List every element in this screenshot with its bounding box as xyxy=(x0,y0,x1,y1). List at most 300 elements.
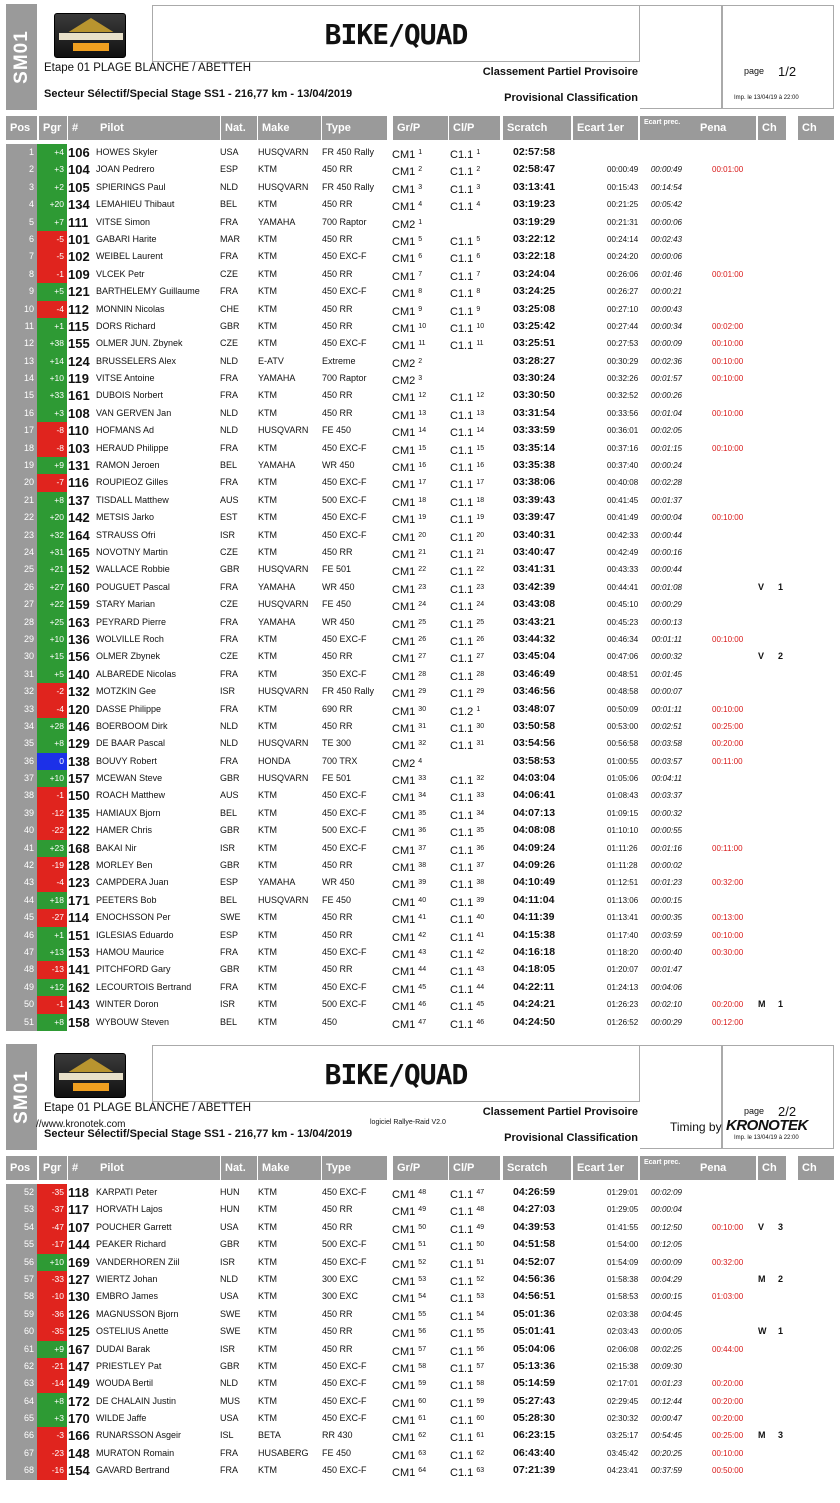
position: 55 xyxy=(6,1236,37,1254)
table-row xyxy=(6,248,834,265)
table-row xyxy=(6,179,834,196)
pilot-name: ROUPIEOZ Gilles xyxy=(96,477,169,488)
position: 29 xyxy=(6,631,37,649)
class-position: C1.1 $^{31}$ xyxy=(450,740,485,753)
pilot-name: CAMPDERA Juan xyxy=(96,877,169,888)
scratch-time: 04:15:38 xyxy=(513,928,556,941)
class-position: C1.1 $^{27}$ xyxy=(450,653,485,666)
column-header-scratch: Scratch xyxy=(503,1156,571,1180)
nationality: GBR xyxy=(220,320,240,331)
gap-to-leader: 00:48:51 xyxy=(607,669,639,679)
model-type: 450 RR xyxy=(322,860,353,871)
position-gain: +23 xyxy=(37,840,67,858)
gap-to-previous: 00:04:45 xyxy=(650,1309,682,1319)
gap-to-previous: 00:00:05 xyxy=(650,1327,682,1337)
table-row xyxy=(6,701,834,718)
column-header-type: Type xyxy=(322,116,387,140)
table-row xyxy=(6,961,834,978)
model-type: FE 450 xyxy=(322,599,352,610)
group-position: CM1 $^6$ xyxy=(392,253,423,266)
gap-to-previous: 00:01:23 xyxy=(650,1379,682,1389)
class-position: C1.1 $^6$ xyxy=(450,253,481,266)
position-gain: -10 xyxy=(37,1288,67,1306)
gap-to-leader: 01:58:53 xyxy=(607,1292,639,1302)
make: YAMAHA xyxy=(258,460,296,471)
gap-to-leader: 00:45:23 xyxy=(607,617,639,627)
bib-number: 105 xyxy=(68,179,90,195)
make: KTM xyxy=(258,407,277,418)
scratch-time: 03:13:41 xyxy=(513,180,556,193)
nationality: NLD xyxy=(220,738,239,749)
scratch-time: 04:56:51 xyxy=(513,1290,556,1303)
penalty: 00:02:00 xyxy=(712,321,744,331)
model-type: 350 EXC-F xyxy=(322,668,367,679)
position-gain: +8 xyxy=(37,1393,67,1411)
make: KTM xyxy=(258,720,277,731)
position: 47 xyxy=(6,944,37,962)
scratch-time: 04:56:36 xyxy=(513,1272,556,1285)
gap-to-leader: 01:08:43 xyxy=(607,791,639,801)
nationality: MAR xyxy=(220,233,240,244)
gap-to-leader: 00:37:40 xyxy=(607,461,639,471)
class-position: C1.1 $^{13}$ xyxy=(450,409,485,422)
position-gain: +22 xyxy=(37,596,67,614)
position-gain: +10 xyxy=(37,370,67,388)
pilot-name: BARTHELEMY Guillaume xyxy=(96,286,200,297)
bib-number: 147 xyxy=(68,1358,90,1374)
scratch-time: 03:39:43 xyxy=(513,493,556,506)
table-row xyxy=(6,283,834,300)
position: 10 xyxy=(6,301,37,319)
bib-number: 132 xyxy=(68,684,90,700)
pilot-name: VITSE Simon xyxy=(96,216,151,227)
position: 59 xyxy=(6,1306,37,1324)
class-position: C1.1 $^{55}$ xyxy=(450,1328,485,1341)
pilot-name: MONNIN Nicolas xyxy=(96,303,165,314)
bib-number: 119 xyxy=(68,371,89,387)
model-type: 450 EXC-F xyxy=(322,1187,367,1197)
position-gain: -36 xyxy=(37,1306,67,1324)
nationality: FRA xyxy=(220,442,238,453)
scratch-time: 05:27:43 xyxy=(513,1394,556,1407)
ch-code: M xyxy=(758,1273,766,1284)
bib-number: 148 xyxy=(68,1445,90,1461)
table-row xyxy=(6,1462,834,1479)
group-position: CM1 $^{28}$ xyxy=(392,670,427,683)
nationality: GBR xyxy=(220,825,240,836)
model-type: 450 RR xyxy=(322,303,353,314)
nationality: FRA xyxy=(220,616,238,627)
position: 50 xyxy=(6,996,37,1014)
position: 63 xyxy=(6,1375,37,1393)
gap-to-leader: 01:13:06 xyxy=(607,895,639,905)
make: YAMAHA xyxy=(258,373,296,384)
scratch-time: 03:43:21 xyxy=(513,615,556,628)
gap-to-leader: 00:24:14 xyxy=(607,234,639,244)
nationality: ESP xyxy=(220,877,239,888)
gap-to-leader: 00:40:08 xyxy=(607,478,639,488)
table-row xyxy=(6,770,834,787)
penalty: 00:25:00 xyxy=(712,1431,744,1441)
make: KTM xyxy=(258,338,277,349)
position-gain: -33 xyxy=(37,1271,67,1289)
group-position: CM2 $^4$ xyxy=(392,757,423,770)
bib-number: 114 xyxy=(68,910,89,926)
column-header-nat: Nat. xyxy=(221,116,257,140)
software-label: logiciel Rallye-Raid V2.0 xyxy=(370,1119,446,1126)
nationality: ESP xyxy=(220,164,239,175)
position: 43 xyxy=(6,874,37,892)
class-position: C1.1 $^{25}$ xyxy=(450,618,485,631)
page-label: page xyxy=(744,66,765,76)
model-type: 450 RR xyxy=(322,407,353,418)
scratch-time: 04:26:59 xyxy=(513,1186,556,1198)
class-position: C1.1 $^2$ xyxy=(450,166,481,179)
penalty: 00:10:00 xyxy=(712,408,744,418)
gap-to-previous: 00:01:46 xyxy=(650,269,682,279)
class-position: C1.1 $^{21}$ xyxy=(450,548,485,561)
model-type: FE 450 xyxy=(322,894,352,905)
class-position: C1.1 $^{58}$ xyxy=(450,1380,485,1393)
column-header-pgr: Pgr xyxy=(39,1156,67,1180)
scratch-time: 03:24:04 xyxy=(513,267,556,280)
group-position: CM1 $^{61}$ xyxy=(392,1415,427,1428)
group-position: CM1 $^{58}$ xyxy=(392,1362,427,1375)
class-position: C1.1 $^{33}$ xyxy=(450,792,485,805)
nationality: ISL xyxy=(220,1430,234,1441)
ch-code: M xyxy=(758,1430,766,1441)
pilot-name: ALBAREDE Nicolas xyxy=(96,668,177,679)
ch-count: 3 xyxy=(778,1430,784,1441)
nationality: SWE xyxy=(220,912,241,923)
position-gain: +18 xyxy=(37,892,67,910)
column-header-pos: Pos xyxy=(6,1156,37,1180)
make: YAMAHA xyxy=(258,216,296,227)
nationality: ESP xyxy=(220,929,239,940)
table-row xyxy=(6,1184,834,1201)
nationality: NLD xyxy=(220,407,239,418)
position: 2 xyxy=(6,161,37,179)
gap-to-previous: 00:14:54 xyxy=(650,182,682,192)
timing-label: Timing by xyxy=(670,1120,722,1134)
class-position: C1.1 $^{10}$ xyxy=(450,322,485,335)
nationality: ISR xyxy=(220,1343,236,1354)
table-row xyxy=(6,1271,834,1288)
position-gain: -13 xyxy=(37,961,67,979)
gap-to-leader: 00:26:06 xyxy=(607,269,639,279)
table-row xyxy=(6,1375,834,1392)
group-position: CM1 $^{30}$ xyxy=(392,705,427,718)
gap-to-previous: 00:37:59 xyxy=(650,1466,682,1476)
bib-number: 110 xyxy=(68,423,89,439)
nationality: BEL xyxy=(220,460,238,471)
group-position: CM1 $^{31}$ xyxy=(392,722,427,735)
class-position: C1.1 $^5$ xyxy=(450,235,481,248)
column-header-ecart1: Ecart 1er xyxy=(573,116,638,140)
model-type: 450 RR xyxy=(322,912,353,923)
pilot-name: EMBRO James xyxy=(96,1291,159,1302)
position-gain: +3 xyxy=(37,161,67,179)
make: KTM xyxy=(258,651,277,662)
table-row xyxy=(6,753,834,770)
bib-number: 107 xyxy=(68,1219,90,1235)
group-position: CM1 $^2$ xyxy=(392,166,423,179)
kronotek-logo: KRONOTEK xyxy=(726,1117,808,1134)
table-row xyxy=(6,457,834,474)
position: 64 xyxy=(6,1393,37,1411)
rally-logo xyxy=(54,13,126,58)
table-row xyxy=(6,1288,834,1305)
class-position: C1.1 $^{22}$ xyxy=(450,566,485,579)
column-header-pilot: Pilot xyxy=(96,116,220,140)
class-position: C1.1 $^{34}$ xyxy=(450,809,485,822)
nationality: GBR xyxy=(220,860,240,871)
table-row xyxy=(6,1323,834,1340)
gap-to-previous: 00:01:11 xyxy=(651,704,682,714)
class-position: C1.1 $^{44}$ xyxy=(450,983,485,996)
bib-number: 149 xyxy=(68,1376,90,1392)
class-position: C1.1 $^{18}$ xyxy=(450,496,485,509)
scratch-time: 03:40:31 xyxy=(513,528,556,541)
group-position: CM1 $^{19}$ xyxy=(392,514,427,527)
gap-to-leader: 01:11:26 xyxy=(607,843,638,853)
page-title: BIKE/QUAD xyxy=(324,18,468,51)
scratch-time: 03:39:47 xyxy=(513,511,556,524)
gap-to-previous: 00:00:35 xyxy=(650,913,682,923)
position-gain: +15 xyxy=(37,648,67,666)
ch-count: 1 xyxy=(778,999,784,1010)
make: BETA xyxy=(258,1430,281,1441)
nationality: FRA xyxy=(220,946,238,957)
position-gain: -27 xyxy=(37,909,67,927)
position-gain: +1 xyxy=(37,318,67,336)
bib-number: 118 xyxy=(68,1185,89,1200)
penalty: 00:10:00 xyxy=(712,930,744,940)
position: 67 xyxy=(6,1445,37,1463)
pilot-name: WINTER Doron xyxy=(96,999,159,1010)
bib-number: 137 xyxy=(68,492,90,508)
position: 33 xyxy=(6,701,37,719)
make: KTM xyxy=(258,1256,277,1267)
scratch-time: 04:24:50 xyxy=(513,1015,556,1028)
group-position: CM1 $^{24}$ xyxy=(392,601,427,614)
rally-logo xyxy=(54,1053,126,1098)
table-row xyxy=(6,353,834,370)
model-type: WR 450 xyxy=(322,460,355,471)
bib-number: 102 xyxy=(68,249,90,265)
scratch-time: 03:41:31 xyxy=(513,563,556,576)
position-gain: +28 xyxy=(37,718,67,736)
gap-to-leader: 00:21:25 xyxy=(607,200,639,210)
make: KTM xyxy=(258,164,277,175)
gap-to-previous: 00:00:44 xyxy=(650,530,682,540)
penalty: 00:10:00 xyxy=(712,1448,744,1458)
bib-number: 154 xyxy=(68,1463,90,1479)
make: YAMAHA xyxy=(258,877,296,888)
class-position: C1.1 $^{12}$ xyxy=(450,392,485,405)
position: 6 xyxy=(6,231,37,249)
class-position: C1.1 $^{16}$ xyxy=(450,462,485,475)
make: KTM xyxy=(258,1273,277,1284)
gap-to-previous: 00:01:16 xyxy=(650,843,682,853)
model-type: 450 RR xyxy=(322,233,353,244)
make: KTM xyxy=(258,512,277,523)
gap-to-previous: 00:00:02 xyxy=(650,861,682,871)
group-position: CM1 $^{53}$ xyxy=(392,1275,427,1288)
position-gain: 0 xyxy=(37,753,67,771)
model-type: 450 RR xyxy=(322,1343,353,1354)
table-row xyxy=(6,631,834,648)
website-link[interactable]: //www.kronotek.com xyxy=(36,1119,126,1130)
table-header xyxy=(6,1153,834,1183)
position-gain: +38 xyxy=(37,335,67,353)
table-row xyxy=(6,387,834,404)
gap-to-previous: 00:02:05 xyxy=(650,426,682,436)
position-gain: +14 xyxy=(37,353,67,371)
pilot-name: DUBOIS Norbert xyxy=(96,390,164,401)
pilot-name: DE CHALAIN Justin xyxy=(96,1395,177,1406)
gap-to-previous: 00:01:37 xyxy=(650,495,682,505)
gap-to-previous: 00:04:06 xyxy=(650,982,682,992)
bib-number: 170 xyxy=(68,1411,90,1427)
gap-to-leader: 01:05:06 xyxy=(607,774,639,784)
position: 8 xyxy=(6,266,37,284)
model-type: 450 EXC-F xyxy=(322,512,367,523)
gap-to-previous: 00:00:15 xyxy=(650,895,682,905)
make: KTM xyxy=(258,825,277,836)
class-position: C1.1 $^9$ xyxy=(450,305,481,318)
nationality: NLD xyxy=(220,355,239,366)
group-position: CM1 $^{39}$ xyxy=(392,879,427,892)
model-type: 450 RR xyxy=(322,320,353,331)
make: HUSQVARN xyxy=(258,599,309,610)
bib-number: 127 xyxy=(68,1271,90,1287)
bib-number: 104 xyxy=(68,162,90,178)
make: YAMAHA xyxy=(258,581,296,592)
table-row xyxy=(6,527,834,544)
table-row xyxy=(6,1427,834,1444)
pilot-name: LECOURTOIS Bertrand xyxy=(96,981,192,992)
scratch-time: 06:43:40 xyxy=(513,1446,556,1459)
model-type: 450 RR xyxy=(322,651,353,662)
bib-number: 103 xyxy=(68,440,90,456)
page-title: BIKE/QUAD xyxy=(324,1058,468,1091)
position-gain: -1 xyxy=(37,996,67,1014)
gap-to-previous: 00:00:29 xyxy=(650,600,682,610)
column-header-make: Make xyxy=(258,116,321,140)
position: 3 xyxy=(6,179,37,197)
column-header-pena: Pena xyxy=(696,1156,756,1180)
bib-number: 116 xyxy=(68,475,89,491)
table-row xyxy=(6,405,834,422)
gap-to-leader: 01:13:41 xyxy=(607,913,639,923)
position: 17 xyxy=(6,422,37,440)
group-position: CM1 $^1$ xyxy=(392,149,423,161)
bib-number: 161 xyxy=(68,388,90,404)
penalty: 00:20:00 xyxy=(712,1414,744,1424)
make: KTM xyxy=(258,912,277,923)
class-position: C1.1 $^{63}$ xyxy=(450,1467,485,1480)
bib-number: 153 xyxy=(68,944,90,960)
gap-to-leader: 01:54:09 xyxy=(607,1257,639,1267)
group-position: CM1 $^{16}$ xyxy=(392,462,427,475)
gap-to-leader: 00:24:20 xyxy=(607,252,639,262)
pilot-name: BOUVY Robert xyxy=(96,755,157,766)
penalty: 00:10:00 xyxy=(712,374,744,384)
table-row xyxy=(6,474,834,491)
model-type: 450 EXC-F xyxy=(322,807,367,818)
class-position: C1.1 $^{29}$ xyxy=(450,688,485,701)
scratch-time: 03:44:32 xyxy=(513,632,556,645)
table-row xyxy=(6,1201,834,1218)
group-position: CM1 $^{26}$ xyxy=(392,635,427,648)
position: 60 xyxy=(6,1323,37,1341)
table-row xyxy=(6,1410,834,1427)
penalty: 00:10:00 xyxy=(712,1222,744,1232)
nationality: BEL xyxy=(220,894,238,905)
bib-number: 115 xyxy=(68,318,89,334)
gap-to-previous: 00:00:32 xyxy=(650,808,682,818)
ch-count: 1 xyxy=(778,1326,784,1337)
gap-to-leader: 00:27:53 xyxy=(607,339,639,349)
pilot-name: PITCHFORD Gary xyxy=(96,964,171,975)
gap-to-leader: 01:29:05 xyxy=(607,1205,639,1215)
table-row xyxy=(6,944,834,961)
pilot-name: GABARI Harite xyxy=(96,233,157,244)
position: 16 xyxy=(6,405,37,423)
position-gain: -17 xyxy=(37,1236,67,1254)
make: KTM xyxy=(258,320,277,331)
model-type: 450 EXC-F xyxy=(322,842,367,853)
class-position: C1.1 $^{46}$ xyxy=(450,1018,485,1031)
table-row xyxy=(6,996,834,1013)
table-row xyxy=(6,927,834,944)
model-type: 450 RR xyxy=(322,390,353,401)
bib-number: 125 xyxy=(68,1324,90,1340)
scratch-time: 03:35:38 xyxy=(513,459,556,472)
pilot-name: BRUSSELERS Alex xyxy=(96,355,177,366)
class-position: C1.1 $^{54}$ xyxy=(450,1310,485,1323)
table-row xyxy=(6,214,834,231)
make: KTM xyxy=(258,477,277,488)
gap-to-leader: 01:54:00 xyxy=(607,1240,639,1250)
model-type: TE 300 xyxy=(322,738,352,749)
group-position: CM1 $^{55}$ xyxy=(392,1310,427,1323)
position: 9 xyxy=(6,283,37,301)
gap-to-previous: 00:00:04 xyxy=(650,1205,682,1215)
gap-to-leader: 00:56:58 xyxy=(607,739,639,749)
table-row xyxy=(6,266,834,283)
bib-number: 157 xyxy=(68,771,90,787)
table-row xyxy=(6,787,834,804)
group-position: CM1 $^{54}$ xyxy=(392,1293,427,1306)
table-row xyxy=(6,614,834,631)
bib-number: 126 xyxy=(68,1306,90,1322)
bib-number: 136 xyxy=(68,631,90,647)
nationality: AUS xyxy=(220,494,239,505)
table-row xyxy=(6,196,834,213)
gap-to-leader: 02:15:38 xyxy=(607,1361,639,1371)
scratch-time: 04:09:26 xyxy=(513,859,556,872)
gap-to-leader: 00:27:44 xyxy=(607,321,639,331)
table-row xyxy=(6,301,834,318)
make: HUSQVARN xyxy=(258,181,309,192)
scratch-time: 05:04:06 xyxy=(513,1342,556,1355)
nationality: FRA xyxy=(220,668,238,679)
group-position: CM1 $^{38}$ xyxy=(392,862,427,875)
gap-to-previous: 00:00:26 xyxy=(650,391,682,401)
gap-to-previous: 00:00:55 xyxy=(650,826,682,836)
